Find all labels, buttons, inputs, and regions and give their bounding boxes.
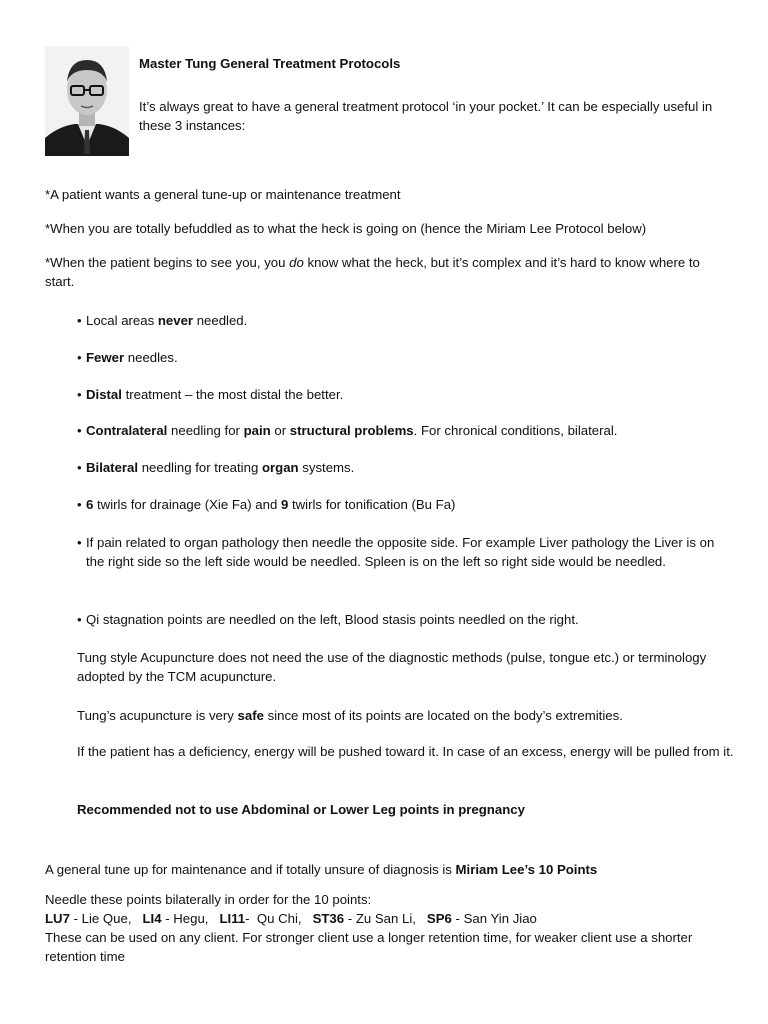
bullet-fewer-needles: • Fewer needles. bbox=[77, 350, 178, 365]
paragraph-deficiency: If the patient has a deficiency, energy will be pushed toward it. In case of an excess, energy will be pulled from it. bbox=[77, 744, 734, 759]
instance-3: *When the patient begins to see you, you do know what the heck, but it’s complex and it’s hard to know where to start. bbox=[45, 255, 700, 289]
bullet-distal: • Distal treatment – the most distal the better. bbox=[77, 387, 344, 402]
bullet-icon: • bbox=[77, 612, 82, 627]
point-code: LI11 bbox=[219, 911, 246, 926]
point-name: - Hegu, bbox=[161, 911, 220, 926]
paragraph-safety: Tung’s acupuncture is very safe since most of its points are located on the body’s extremities. bbox=[77, 708, 623, 723]
bullet-icon: • bbox=[77, 350, 82, 365]
bullet-icon: • bbox=[77, 535, 82, 550]
point-name: - Qu Chi, bbox=[245, 911, 313, 926]
point-name: - Zu San Li, bbox=[344, 911, 427, 926]
bullet-qi-stagnation: • Qi stagnation points are needled on the left, Blood stasis points needled on the right. bbox=[77, 612, 579, 627]
instance-1: *A patient wants a general tune-up or maintenance treatment bbox=[45, 187, 401, 202]
bullet-organ-pathology: • If pain related to organ pathology then needle the opposite side. For example Liver pathology the Liver is on the right side so the left side would be needled. Spleen is on the left so right side would be needled. bbox=[77, 535, 715, 569]
bullet-bilateral: • Bilateral needling for treating organ systems. bbox=[77, 460, 355, 475]
point-code: LU7 bbox=[45, 911, 70, 926]
document-title: Master Tung General Treatment Protocols bbox=[139, 56, 401, 71]
bullet-contralateral: • Contralateral needling for pain or structural problems. For chronical conditions, bilateral. bbox=[77, 423, 618, 438]
points-list bbox=[45, 909, 735, 928]
point-name: - Lie Que, bbox=[69, 911, 143, 926]
tune-up-paragraph: A general tune up for maintenance and if totally unsure of diagnosis is Miriam Lee’s 10 Points bbox=[45, 862, 598, 877]
needle-intro: Needle these points bilaterally in order for the 10 points: bbox=[45, 892, 372, 907]
paragraph-tung-style: Tung style Acupuncture does not need the use of the diagnostic methods (pulse, tongue etc.) or terminology adopted by the TCM acupuncture. bbox=[77, 650, 707, 684]
instance-2: *When you are totally befuddled as to what the heck is going on (hence the Miriam Lee Protocol below) bbox=[45, 221, 647, 236]
bullet-local-areas: • Local areas never needled. bbox=[77, 313, 248, 328]
bullet-icon: • bbox=[77, 387, 82, 402]
intro-paragraph: It’s always great to have a general treatment protocol ‘in your pocket.’ It can be especially useful in these 3 instances: bbox=[139, 99, 713, 133]
bullet-twirls: • 6 twirls for drainage (Xie Fa) and 9 twirls for tonification (Bu Fa) bbox=[77, 497, 456, 512]
bullet-icon: • bbox=[77, 423, 82, 438]
closing-paragraph: These can be used on any client. For stronger client use a longer retention time, for weaker client use a shorter retention time bbox=[45, 930, 693, 964]
bullet-icon: • bbox=[77, 313, 82, 328]
points-section bbox=[45, 890, 735, 966]
pregnancy-warning: Recommended not to use Abdominal or Lower Leg points in pregnancy bbox=[77, 802, 525, 817]
point-code: SP6 bbox=[426, 911, 452, 926]
point-code: ST36 bbox=[312, 911, 345, 926]
bullet-icon: • bbox=[77, 497, 82, 512]
portrait-photo bbox=[45, 46, 129, 156]
point-code: LI4 bbox=[142, 911, 162, 926]
point-name: - San Yin Jiao bbox=[451, 911, 537, 926]
bullet-icon: • bbox=[77, 460, 82, 475]
